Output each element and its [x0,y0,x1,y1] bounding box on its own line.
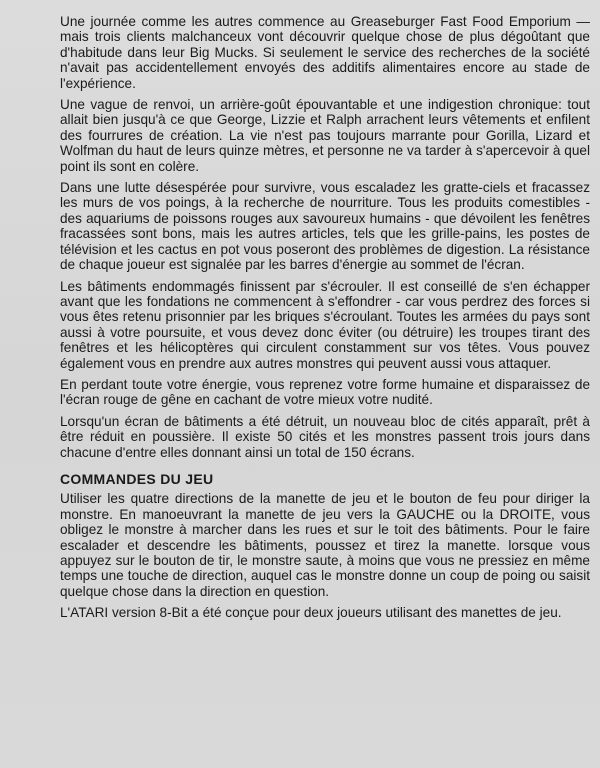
intro-paragraph-4: Les bâtiments endommagés finissent par s'écrouler. Il est conseillé de s'en échapper avant que les fondations ne commencent à s'effondrer - car vous perdrez des forces si vous êtes retenu prisonnier par les briques s'écroulant. Toutes les armées du pays sont aussi à votre poursuite, et vous devez donc éviter (ou détruire) les troupes tirant des fenêtres et les hélicoptères qui circulent constamment sur vos têtes. Vous pouvez également vous en prendre aux autres monstres qui peuvent aussi vous attaquer. [60,278,590,371]
controls-paragraph-1: Utiliser les quatre directions de la manette de jeu et le bouton de feu pour diriger la monstre. En manoeuvrant la manette de jeu vers la GAUCHE ou la DROITE, vous obligez le monstre à marcher dans les rues et sur le toit des bâtiments. Pour le faire escalader et descendre les bâtiments, poussez et tirez la manette. lorsque vous appuyez sur le bouton de tir, le monstre saute, à moins que vous ne pressiez en même temps une touche de direction, auquel cas le monstre donne un coup de poing ou saisit quelque chose dans la direction en question. [60,491,590,599]
controls-section-heading: COMMANDES DU JEU [60,470,214,487]
intro-paragraph-1: Une journée comme les autres commence au Greaseburger Fast Food Emporium — mais trois clients malchanceux vont découvrir quelque chose de plus dégoûtant que d'habitude dans leur Big Mucks. Si seulement le service des recherches de la société n'avait pas accidentellement envoyés des additifs alimentaires encore au stade de l'expérience. [60,14,590,91]
intro-paragraph-3: Dans une lutte désespérée pour survivre, vous escaladez les gratte-ciels et fracassez les murs de vos poings, à la recherche de nourriture. Tous les produits comestibles - des aquariums de poissons rouges aux savoureux humains - que dévoilent les fenêtres fracassées sont bons, mais les autres articles, tels que les grille-pains, les postes de télévision et les cactus en pot vous poseront des problèmes de digestion. La résistance de chaque joueur est signalée par les barres d'énergie au sommet de l'écran. [60,180,590,273]
intro-paragraph-5: En perdant toute votre énergie, vous reprenez votre forme humaine et disparaissez de l'écran rouge de gêne en cachant de votre mieux votre nudité. [60,376,590,408]
intro-paragraph-2: Une vague de renvoi, un arrière-goût épouvantable et une indigestion chronique: tout allait bien jusqu'à ce que George, Lizzie et Ralph arrachent leurs vêtements et enfilent des fourrures de création. La vie n'est pas toujours marrante pour Gorilla, Lizard et Wolfman du haut de leurs quinze mètres, et personne ne va tarder à s'apercevoir à quel point ils sont en colère. [60,97,590,174]
controls-paragraph-2: L'ATARI version 8-Bit a été conçue pour deux joueurs utilisant des manettes de jeu. [60,605,562,621]
document-body [60,14,590,627]
intro-paragraph-6: Lorsqu'un écran de bâtiments a été détruit, un nouveau bloc de cités apparaît, prêt à être réduit en poussière. Il existe 50 cités et les monstres passent trois jours dans chacune d'entre elles donnant ainsi un total de 150 écrans. [60,413,590,460]
